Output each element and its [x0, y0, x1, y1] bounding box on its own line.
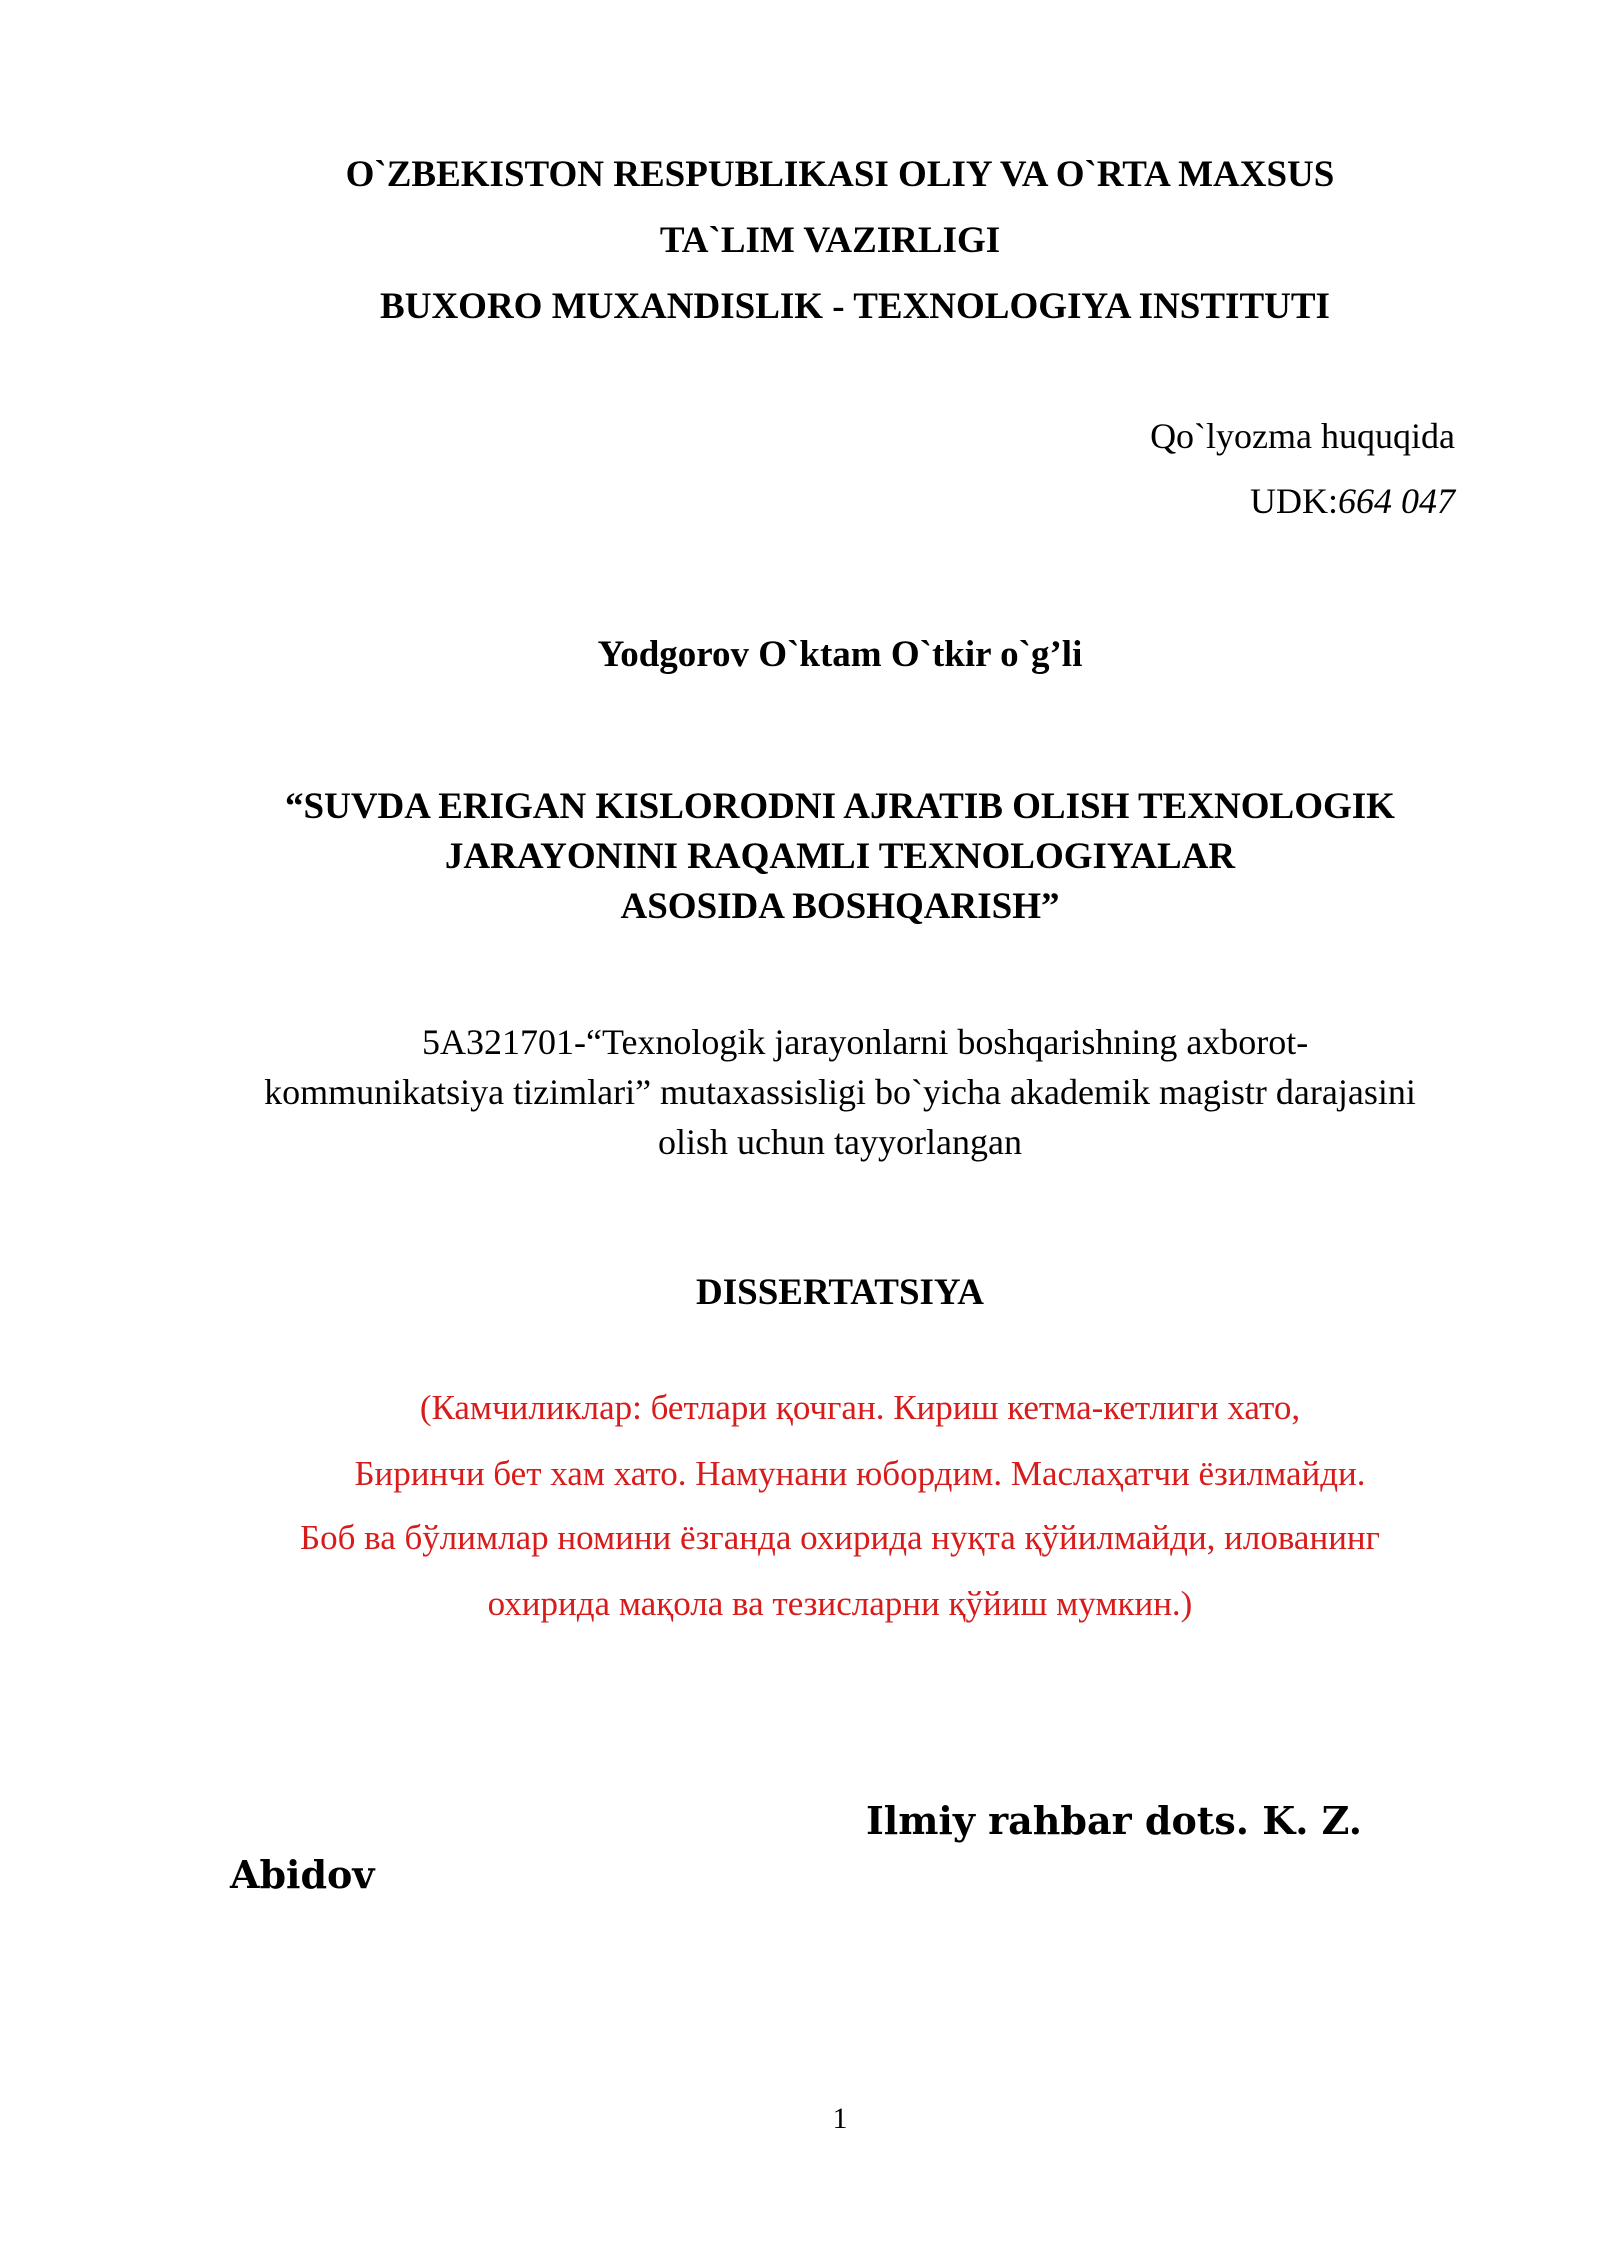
remarks-line-1: (Камчиликлар: бетлари қочган. Кириш кетма-кетлиги хато,: [419, 1388, 1301, 1427]
institute-name: BUXORO MUXANDISLIK - TEXNOLOGIYA INSTITUTI: [380, 286, 1330, 327]
remarks-line-4: охирида мақола ва тезисларни қўйиш мумкин.): [487, 1584, 1193, 1623]
page-number: 1: [832, 2102, 848, 2135]
title-line-1: “SUVDA ERIGAN KISLORODNI AJRATIB OLISH TEXNOLOGIK: [285, 786, 1395, 827]
author-name: Yodgorov O`ktam O`tkir o`g’li: [597, 634, 1083, 675]
udk-line: [1250, 483, 1455, 519]
remarks-line-3: Боб ва бўлимлар номини ёзганда охирида нуқта қўйилмайди, илованинг: [299, 1518, 1381, 1557]
remarks-line-2: Биринчи бет хам хато. Намунани юбордим. Маслаҳатчи ёзилмайди.: [354, 1454, 1366, 1493]
udk-value: 664 047: [1338, 481, 1455, 521]
advisor-line-1: Ilmiy rahbar dots. K. Z.: [866, 1798, 1362, 1843]
udk-label: UDK:: [1250, 481, 1338, 521]
manuscript-rights: Qo`lyozma huquqida: [1150, 416, 1455, 456]
advisor-line-2: Abidov: [230, 1852, 375, 1897]
specialty-line-3: olish uchun tayyorlangan: [658, 1122, 1022, 1162]
title-line-3: ASOSIDA BOSHQARISH”: [620, 886, 1060, 927]
ministry-line-2: TA`LIM VAZIRLIGI: [659, 220, 1001, 261]
title-line-2: JARAYONINI RAQAMLI TEXNOLOGIYALAR: [444, 836, 1236, 877]
specialty-line-2: kommunikatsiya tizimlari” mutaxassisligi bo`yicha akademik magistr darajasini: [264, 1072, 1416, 1112]
document-type: DISSERTATSIYA: [696, 1272, 984, 1313]
specialty-line-1: 5A321701-“Texnologik jarayonlarni boshqarishning axborot-: [422, 1022, 1309, 1062]
ministry-line-1: O`ZBEKISTON RESPUBLIKASI OLIY VA O`RTA MAXSUS: [345, 154, 1335, 195]
